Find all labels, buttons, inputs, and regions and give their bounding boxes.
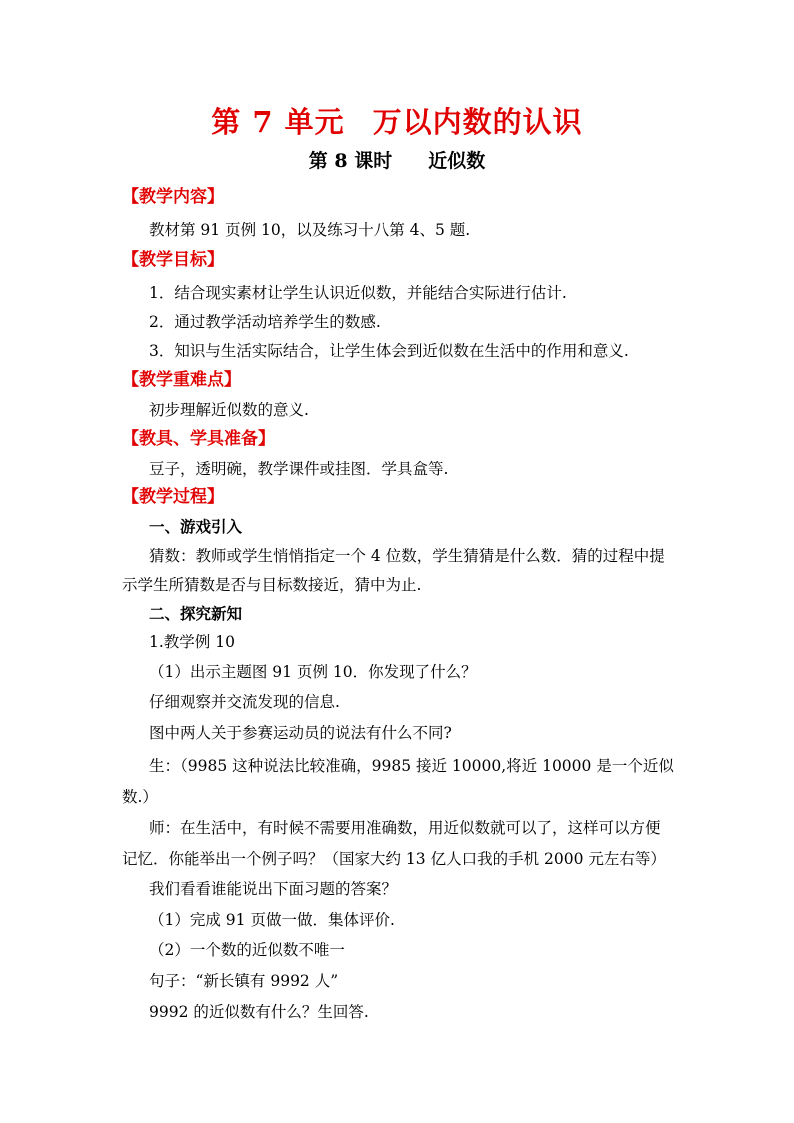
content-line: 教材第 91 页例 10，以及练习十八第 4、5 题. [149,221,471,239]
teacher-line-2: 记忆．你能举出一个例子吗？（国家大约 13 亿人口我的手机 2000 元左右等） [122,850,666,868]
part1-title: 一、游戏引入 [149,517,243,536]
heading-tools: 【教具、学具准备】 [122,429,275,449]
student-line-2: 数.） [122,788,158,806]
question-line: 图中两人关于参赛运动员的说法有什么不同? [149,724,452,742]
unit-label: 第 7 单元 [211,105,345,139]
step-b-line: （2）一个数的近似数不唯一 [149,941,345,959]
lesson-topic: 近似数 [428,150,486,172]
step-a-line: （1）完成 91 页做一做．集体评价. [149,911,395,929]
goal-line-2: 2．通过教学活动培养学生的数感. [149,313,381,331]
page-title [0,100,794,141]
goal-line-1: 1．结合现实素材让学生认识近似数，并能结合实际进行估计. [149,284,567,302]
part2-title: 二、探究新知 [149,604,243,623]
teacher-line-1: 师：在生活中，有时候不需要用准确数，用近似数就可以了，这样可以方便 [149,819,661,837]
heading-key-points: 【教学重难点】 [122,370,241,390]
heading-goals: 【教学目标】 [122,250,224,270]
observe-line: 仔细观察并交流发现的信息. [149,693,340,711]
example-line: 1.教学例 10 [149,633,235,651]
goal-line-3: 3．知识与生活实际结合，让学生体会到近似数在生活中的作用和意义. [149,342,629,360]
step1-line: （1）出示主题图 91 页例 10．你发现了什么？ [149,663,477,681]
student-line-1: 生：（9985 这种说法比较准确，9985 接近 10000,将近 10000 是一个近似 [149,757,674,775]
heading-process: 【教学过程】 [122,487,224,507]
lesson-subtitle [0,146,794,173]
heading-content: 【教学内容】 [122,187,224,207]
see-who-line: 我们看看谁能说出下面习题的答案？ [149,880,398,898]
tools-line: 豆子，透明碗，教学课件或挂图．学具盒等. [149,460,449,478]
guess-line-1: 猜数：教师或学生悄悄指定一个 4 位数，学生猜猜是什么数．猜的过程中提 [149,547,665,565]
lesson-label: 第 8 课时 [308,150,393,172]
approx-question-line: 9992 的近似数有什么？生回答. [149,1003,369,1021]
guess-line-2: 示学生所猜数是否与目标数接近，猜中为止. [122,576,422,594]
unit-name: 万以内数的认识 [372,105,583,139]
sentence-line: 句子：“新长镇有 9992 人” [149,972,339,990]
key-point-line: 初步理解近似数的意义. [149,401,309,419]
